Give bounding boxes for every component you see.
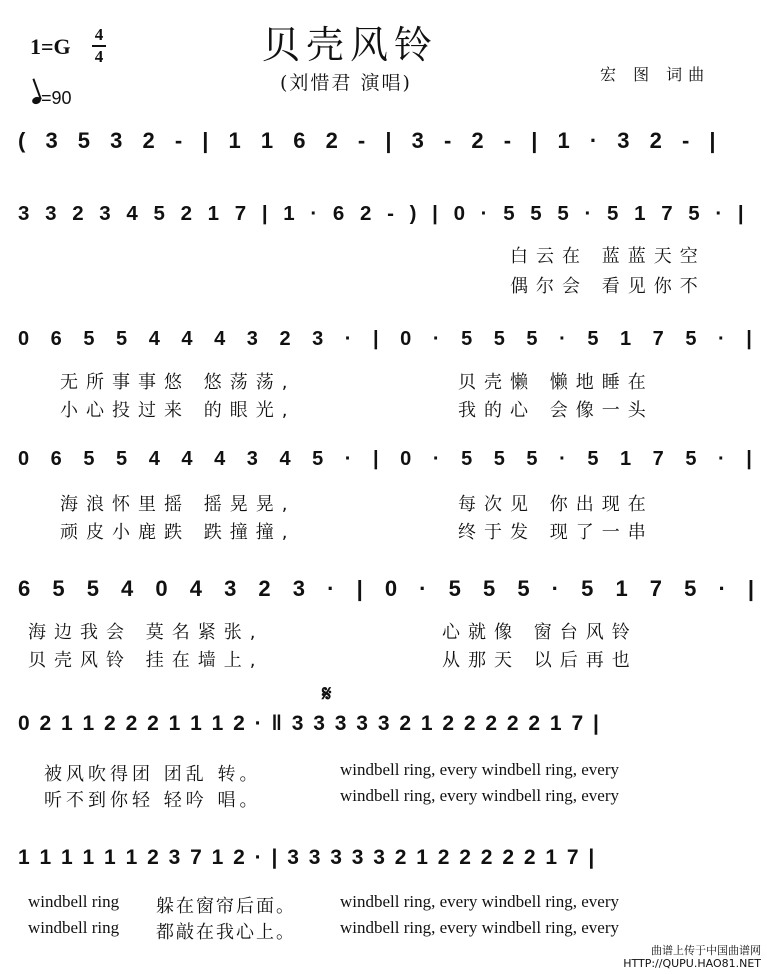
lyric-row-5-verse-1-right: 心就像 窗台风铃 [442, 622, 638, 643]
lyric-row-4-verse-2-right: 终于发 现了一串 [458, 522, 654, 543]
lyric-row-6-verse-1-right: windbell ring, every windbell ring, every [340, 760, 620, 779]
lyric-row-3-verse-1-right: 贝壳懒 懒地睡在 [458, 372, 654, 393]
notation-row-3: 0 6 5 5 4 4 4 3 2 3 · | 0 · 5 5 5 · 5 1 7 5 · | [18, 328, 756, 350]
notation-row-7: 1 1 1 1 1 1 2 3 7 1 2 · | 3 3 3 3 3 2 1 2 2 2 2 2 1 7 | [18, 846, 597, 869]
lyric-row-5-verse-2-left: 贝壳风铃 挂在墙上, [28, 650, 264, 671]
tempo-value: =90 [41, 88, 72, 108]
lyric-row-4-verse-1-left: 海浪怀里摇 摇晃晃, [60, 494, 296, 515]
singer-line: (刘惜君 演唱) [280, 72, 412, 94]
notation-row-5: 6 5 5 4 0 4 3 2 3 · | 0 · 5 5 5 · 5 1 7 5 · | [18, 576, 759, 601]
notation-row-2: 3 3 2 3 4 5 2 1 7 | 1 · 6 2 - ) | 0 · 5 5 5 · 5 1 7 5 · | [18, 202, 749, 225]
watermark-footer [623, 944, 761, 970]
lyric-row-4-verse-1-right: 每次见 你出现在 [458, 494, 654, 515]
notation-row-4: 0 6 5 5 4 4 4 3 4 5 · | 0 · 5 5 5 · 5 1 7 5 · | [18, 448, 756, 470]
lyric-row-5-verse-1-left: 海边我会 莫名紧张, [28, 622, 264, 643]
lyric-row-7-verse-2-right: windbell ring, every windbell ring, every [340, 918, 620, 937]
lyric-row-6-verse-1-left: 被风吹得团 团乱 转。 [44, 764, 262, 785]
key-signature: 1=G [30, 34, 71, 59]
lyric-row-3-verse-2-right: 我的心 会像一头 [458, 400, 654, 421]
segno-sign: 𝄋 [322, 682, 332, 707]
lyric-row-5-verse-2-right: 从那天 以后再也 [442, 650, 638, 671]
tempo-marking [32, 88, 72, 109]
lyric-row-7-verse-2-left: 都敲在我心上。 [156, 922, 296, 943]
watermark-line-1: 曲谱上传于中国曲谱网 [651, 944, 761, 957]
lyric-row-7-verse-2-en: windbell ring [28, 918, 120, 937]
time-signature-top: 4 [94, 25, 104, 44]
lyric-row-6-verse-2-left: 听不到你轻 轻吟 唱。 [44, 790, 262, 811]
watermark-line-2: HTTP://QUPU.HAO81.NET [623, 957, 761, 970]
lyric-row-7-verse-1-left: 躲在窗帘后面。 [156, 896, 296, 917]
lyric-row-3-verse-1-left: 无所事事悠 悠荡荡, [60, 372, 296, 393]
lyric-row-7-verse-1-en: windbell ring [28, 892, 120, 911]
lyric-row-2-verse-1: 白云在 蓝蓝天空 [510, 246, 706, 267]
credit-line: 宏 图 词曲 [600, 65, 711, 84]
time-signature [92, 26, 106, 66]
time-signature-bottom: 4 [94, 47, 104, 66]
lyric-row-3-verse-2-left: 小心投过来 的眼光, [60, 400, 296, 421]
lyric-row-2-verse-2: 偶尔会 看见你不 [510, 276, 706, 297]
lyric-row-4-verse-2-left: 顽皮小鹿跌 跌撞撞, [60, 522, 296, 543]
notation-row-1: ( 3 5 3 2 - | 1 1 6 2 - | 3 - 2 - | 1 · 3 2 - | [18, 128, 720, 153]
lyric-row-7-verse-1-right: windbell ring, every windbell ring, every [340, 892, 620, 911]
lyric-row-6-verse-2-right: windbell ring, every windbell ring, every [340, 786, 620, 805]
notation-row-6: 0 2 1 1 2 2 2 1 1 1 2 · ‖ 3 3 3 3 3 2 1 2 2 2 2 2 1 7 | [18, 712, 601, 735]
song-title: 贝壳风铃 [262, 23, 439, 67]
